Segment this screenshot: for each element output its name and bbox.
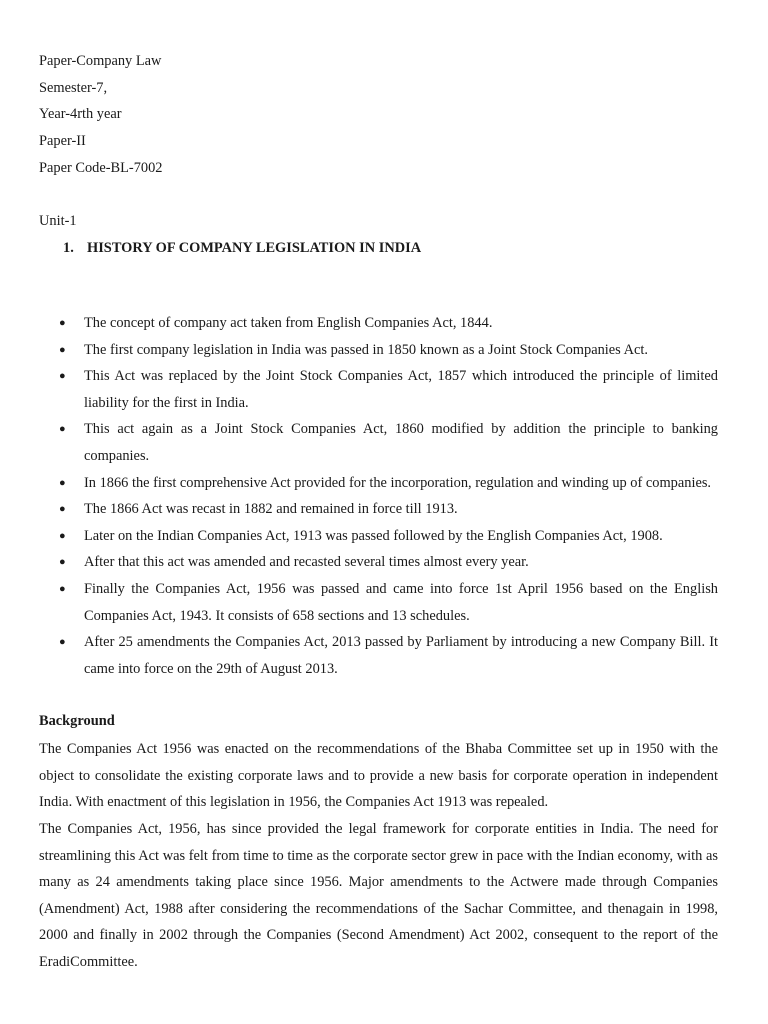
background-paragraph: The Companies Act, 1956, has since provided the legal framework for corporate entities in India. The need for streamlining this Act was felt from time to time as the corporate sector grew in pace with the Indian economy, with as many as 24 amendments taking place since 1956. Major amendments to the Actwere made through Companies (Amendment) Act, 1988 after considering the recommendations of the Sachar Committee, and thenagain in 1998, 2000 and finally in 2002 through the Companies (Second Amendment) Act 2002, consequent to the report of the EradiCommittee. (39, 821, 718, 970)
bullet-text: This Act was replaced by the Joint Stock Companies Act, 1857 which introduced the principle of limited liability for the first in India. (84, 368, 718, 411)
bullet-dot-icon: ● (59, 370, 66, 383)
bullet-dot-icon: ● (59, 636, 66, 649)
history-bullet-item (0, 496, 768, 523)
bullet-dot-icon: ● (59, 476, 66, 489)
history-bullet-item (0, 523, 768, 550)
bullet-text: Finally the Companies Act, 1956 was passed and came into force 1st April 1956 based on the English Companies Act, 1943. It consists of 658 sections and 13 schedules. (84, 580, 718, 624)
history-bullet-item (0, 337, 768, 364)
bullet-dot-icon: ● (59, 503, 66, 516)
bullet-text: After that this act was amended and recasted several times almost every year. (84, 554, 529, 571)
bullet-dot-icon: ● (59, 343, 66, 356)
paper-code-line: Paper Code-BL-7002 (39, 160, 163, 176)
history-bullet-item (0, 416, 768, 469)
unit-label: Unit-1 (39, 213, 77, 229)
history-bullet-item (0, 310, 768, 337)
bullet-dot-icon: ● (59, 317, 66, 329)
history-bullet-list (0, 310, 768, 682)
history-bullet-item (0, 549, 768, 576)
heading-title: HISTORY OF COMPANY LEGISLATION IN INDIA (87, 240, 422, 256)
bullet-text: The concept of company act taken from English Companies Act, 1844. (84, 315, 493, 331)
bullet-text: In 1866 the first comprehensive Act provided for the incorporation, regulation and winding up of companies. (84, 474, 712, 491)
bullet-dot-icon: ● (59, 423, 66, 436)
bullet-dot-icon: ● (59, 582, 66, 595)
bullet-dot-icon: ● (59, 529, 66, 542)
bullet-text: Later on the Indian Companies Act, 1913 was passed followed by the English Companies Act, 1908. (84, 527, 663, 544)
bullet-text: The 1866 Act was recast in 1882 and remained in force till 1913. (84, 501, 458, 518)
background-title: Background (39, 713, 115, 729)
year-line: Year-4rth year (39, 106, 122, 122)
bullet-dot-icon: ● (59, 556, 66, 569)
paper-title: Paper-Company Law (39, 53, 162, 69)
paper-number-line: Paper-II (39, 133, 86, 149)
bullet-text: This act again as a Joint Stock Companies Act, 1860 modified by addition the principle to banking companies. (84, 421, 718, 464)
bullet-text: The first company legislation in India was passed in 1850 known as a Joint Stock Companies Act. (84, 341, 648, 358)
bullet-text: After 25 amendments the Companies Act, 2013 passed by Parliament by introducing a new Company Bill. It came into force on the 29th of August 2013. (84, 634, 718, 677)
history-bullet-item (0, 576, 768, 629)
section-heading (63, 239, 421, 257)
history-bullet-item (0, 363, 768, 416)
background-paragraph: The Companies Act 1956 was enacted on the recommendations of the Bhaba Committee set up in 1950 with the object to consolidate the existing corporate laws and to provide a new basis for corporate operation in independent India. With enactment of this legislation in 1956, the Companies Act 1913 was repealed. (39, 741, 718, 811)
history-bullet-item (0, 629, 768, 682)
history-bullet-item (0, 470, 768, 497)
semester-line: Semester-7, (39, 80, 108, 96)
heading-number: 1. (63, 240, 74, 256)
